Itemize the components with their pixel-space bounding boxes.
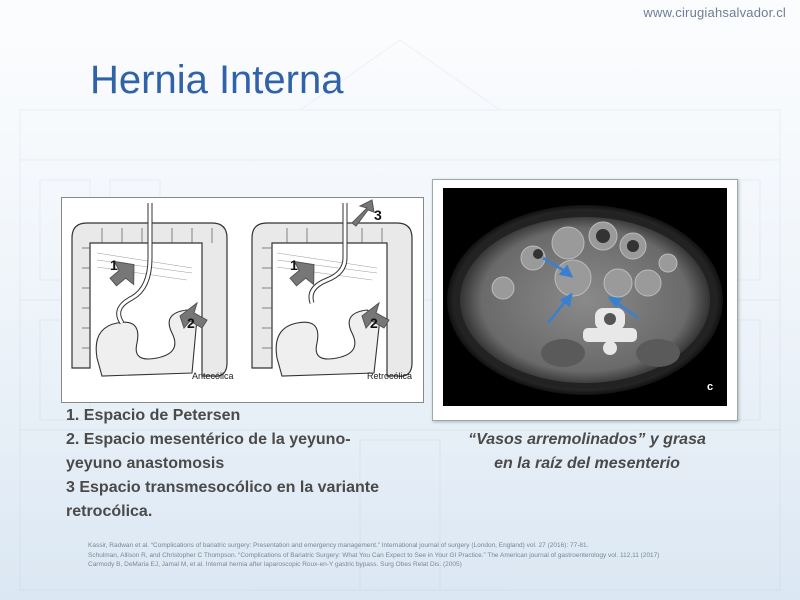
ct-scan-drawing [443, 188, 727, 406]
reference-item: Carmody B, DeMaria EJ, Jamal M, et al. Internal hernia after laparoscopic Roux-en-Y gastric bypass. Surg Obes Relat Dis. (2005) [88, 561, 462, 568]
ct-caption [443, 428, 731, 476]
marker-1-antecolica: 1 [110, 257, 118, 273]
list-item: retrocólica. [66, 503, 153, 520]
ct-panel-letter: c [699, 376, 721, 398]
label-antecolica: Antecólica [192, 371, 234, 381]
internal-hernia-diagram [61, 197, 424, 403]
marker-1-retrocolica: 1 [290, 257, 298, 273]
slide-title: Hernia Interna [90, 58, 344, 102]
references [88, 541, 778, 570]
marker-2-antecolica: 2 [187, 315, 195, 331]
list-item: 3 Espacio transmesocólico en la variante [66, 479, 380, 496]
reference-item: Schulman, Allison R, and Christopher C Thompson. “Complications of Bariatric Surgery: What You Can Expect to See in Your GI Practice.” The American journal of gastroenterology vol. 112,11 (2017) [88, 551, 660, 559]
ct-scan-figure [432, 179, 738, 421]
list-item: 2. Espacio mesentérico de la yeyuno- [66, 431, 351, 448]
website-url: www.cirugiahsalvador.cl [643, 5, 786, 20]
label-retrocolica: Retrocólica [367, 371, 413, 381]
caption-line: “Vasos arremolinados” y grasa [468, 431, 706, 448]
list-item: 1. Espacio de Petersen [66, 407, 241, 424]
marker-3-retrocolica: 3 [374, 207, 382, 223]
caption-line: en la raíz del mesenterio [494, 455, 680, 472]
reference-item: Kassir, Radwan et al. “Complications of bariatric surgery: Presentation and emergency management.” International journal of surgery (London, England) vol. 27 (2016): 77-81. [88, 542, 589, 549]
marker-2-retrocolica: 2 [370, 315, 378, 331]
list-item: yeyuno anastomosis [66, 455, 225, 472]
ct-scan-image [443, 188, 727, 406]
hernia-spaces-list [66, 404, 426, 524]
